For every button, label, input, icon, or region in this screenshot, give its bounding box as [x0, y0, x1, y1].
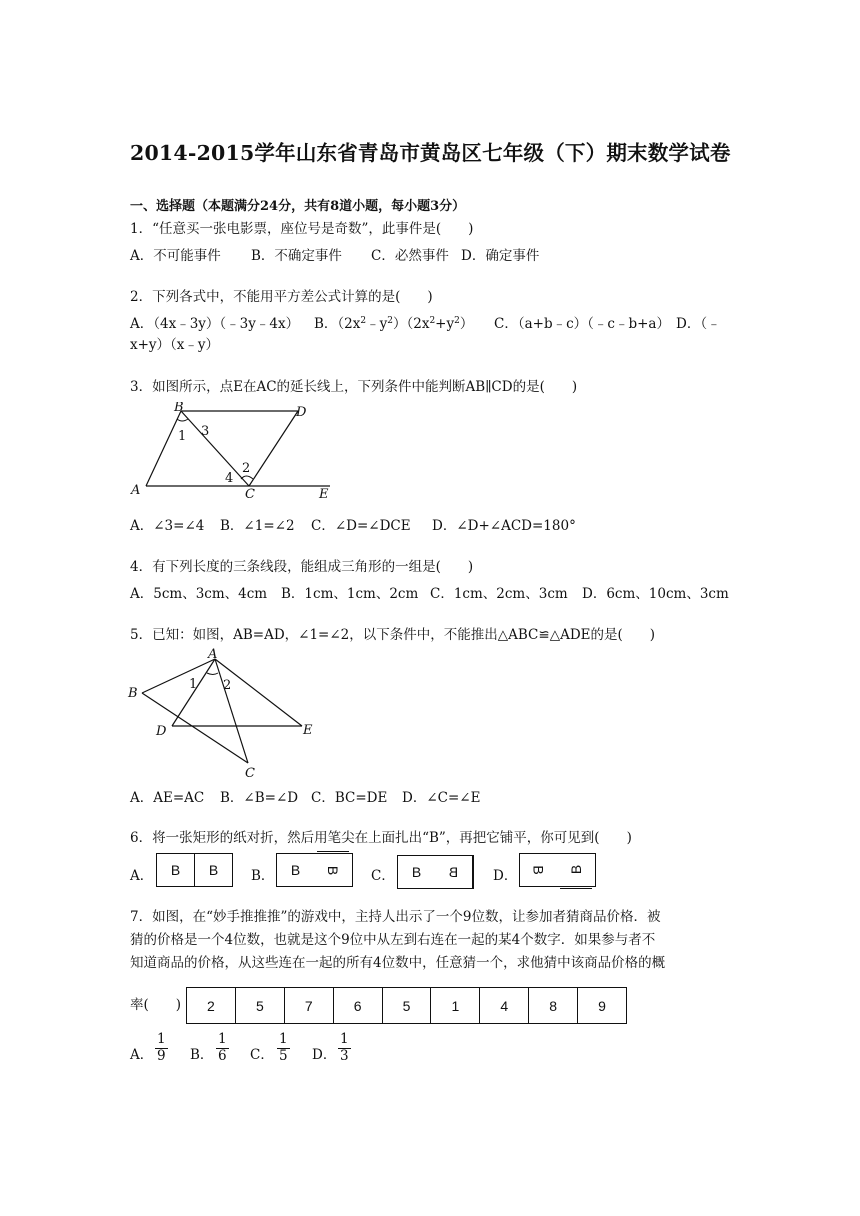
q6-d-right-glyph: B [560, 851, 592, 889]
question-1-stem: 1．“任意买一张电影票，座位号是奇数”，此事件是( ) [130, 221, 474, 237]
q6-option-d-image [519, 853, 596, 887]
q6-option-d: D． [493, 868, 518, 884]
q7-fraction-b [216, 1032, 229, 1064]
q7-fraction-a-den: 9 [157, 1047, 166, 1064]
q6-option-a-image [156, 853, 233, 887]
q4-option-d: D．6cm、10cm、3cm [582, 586, 729, 602]
q5-label-D: D [156, 724, 167, 739]
q3-option-b: B．∠1=∠2 [220, 518, 295, 534]
q7-option-b: B． [190, 1047, 214, 1063]
question-6-stem: 6．将一张矩形的纸对折，然后用笔尖在上面扎出“B”，再把它铺平，你可见到( ) [130, 830, 632, 846]
q1-option-c: C．必然事件 [371, 248, 449, 264]
digit-cell: 5 [235, 988, 284, 1023]
q3-option-a: A．∠3=∠4 [130, 518, 205, 534]
q6-option-b-image [276, 853, 353, 887]
q5-label-C: C [245, 766, 255, 780]
question-3-stem: 3．如图所示，点E在AC的延长线上，下列条件中能判断AB∥CD的是( ) [130, 379, 578, 395]
q5-angle-2: 2 [223, 678, 232, 693]
q7-fraction-c-den: 5 [279, 1047, 288, 1064]
q3-angle-3: 3 [201, 424, 210, 439]
q6-option-c: C． [371, 868, 395, 884]
digit-cell: 2 [207, 997, 215, 1014]
q7-fraction-c [277, 1032, 290, 1064]
question-7-line4: 率( ) [130, 997, 182, 1013]
q3-option-c: C．∠D=∠DCE [311, 518, 411, 534]
question-7-line1: 7．如图，在“妙手推推推”的游戏中，主持人出示了一个9位数，让参加者猜商品价格．被 [130, 909, 661, 925]
digit-cell: 1 [430, 988, 479, 1023]
q6-d-left-glyph: B [530, 865, 547, 875]
section-heading: 一、选择题（本题满分24分，共有8道小题，每小题3分） [130, 199, 466, 214]
q3-figure [126, 402, 336, 502]
q3-angle-2: 2 [242, 461, 251, 476]
q7-fraction-d [338, 1032, 351, 1064]
q3-label-A: A [131, 483, 141, 498]
q6-b-left-glyph: B [290, 862, 301, 878]
q7-fraction-a [155, 1032, 168, 1064]
q1-option-a: A．不可能事件 [130, 248, 221, 264]
q7-fraction-d-num: 1 [340, 1031, 349, 1047]
q5-option-a: A．AE=AC [130, 790, 205, 806]
digit-cell: 8 [528, 988, 577, 1023]
question-7-line2: 猜的价格是一个4位数，也就是这个9位中从左到右连在一起的某4个数字．如果参与者不 [130, 932, 656, 948]
q4-option-c: C．1cm、2cm、3cm [430, 586, 568, 602]
q7-option-d: D． [312, 1047, 337, 1063]
q6-b-right-glyph: B [317, 851, 349, 889]
question-4-stem: 4．有下列长度的三条线段，能组成三角形的一组是( ) [130, 559, 474, 575]
q5-angle-1: 1 [189, 677, 198, 692]
q4-option-a: A．5cm、3cm、4cm [130, 586, 268, 602]
q7-fraction-a-num: 1 [157, 1031, 166, 1047]
q7-option-a: A． [130, 1047, 154, 1063]
q5-label-E: E [303, 723, 313, 738]
q7-fraction-b-den: 6 [218, 1047, 227, 1064]
q3-label-D: D [296, 405, 307, 420]
q7-fraction-c-num: 1 [279, 1031, 288, 1047]
q6-option-c-image [397, 855, 474, 889]
q5-option-b: B．∠B=∠D [220, 790, 299, 806]
q6-a-right-glyph: B [194, 854, 232, 886]
q5-option-d: D．∠C=∠E [402, 790, 481, 806]
q7-number-strip [186, 987, 627, 1024]
q7-fraction-d-den: 3 [340, 1047, 349, 1064]
q2-option-a: A．（4x﹣3y）（﹣3y﹣4x） [130, 316, 300, 332]
q2-option-b: B．$(2x^2﹣y^2)(2x^2+y^2)$ [314, 316, 474, 332]
q2-option-c: C．（a+b﹣c）（﹣c﹣b+a） [494, 316, 670, 332]
q5-label-A: A [208, 647, 218, 662]
question-2-stem: 2．下列各式中，不能用平方差公式计算的是( ) [130, 289, 433, 305]
q6-option-a: A． [130, 868, 154, 884]
q6-c-right-glyph: B [435, 856, 473, 888]
q3-angle-1: 1 [178, 429, 187, 444]
q7-option-c: C． [250, 1047, 274, 1063]
question-5-stem: 5．已知：如图，AB=AD，∠1=∠2，以下条件中，不能推出△ABC≌△ADE的是( ) [130, 627, 656, 643]
q7-fraction-b-num: 1 [218, 1031, 227, 1047]
q3-label-B: B [174, 402, 184, 415]
q1-option-d: D．确定事件 [461, 248, 540, 264]
digit-cell: 4 [479, 988, 528, 1023]
q2-option-d-line1: D．（﹣ [676, 316, 721, 332]
q3-label-C: C [245, 487, 255, 502]
q6-c-left-glyph: B [411, 864, 422, 880]
q5-option-c: C．BC=DE [311, 790, 388, 806]
q5-figure [126, 646, 326, 780]
digit-cell: 7 [284, 988, 333, 1023]
q1-option-b: B．不确定事件 [251, 248, 342, 264]
q2-option-d-line2: x+y）（x﹣y） [130, 337, 220, 353]
q3-angle-4: 4 [225, 471, 234, 486]
q6-option-b: B． [251, 868, 275, 884]
q3-option-d: D．∠D+∠ACD=180° [432, 518, 576, 534]
q4-option-b: B．1cm、1cm、2cm [281, 586, 419, 602]
q6-a-left-glyph: B [170, 862, 181, 878]
digit-cell: 5 [382, 988, 431, 1023]
q3-label-E: E [319, 487, 329, 502]
exam-title: 2014-2015学年山东省青岛市黄岛区七年级（下）期末数学试卷 [130, 141, 731, 165]
question-7-line3: 知道商品的价格，从这些连在一起的所有4位数中，任意猜一个，求他猜中该商品价格的概 [130, 955, 666, 971]
q5-label-B: B [128, 686, 138, 701]
digit-cell: 9 [577, 988, 626, 1023]
digit-cell: 6 [333, 988, 382, 1023]
